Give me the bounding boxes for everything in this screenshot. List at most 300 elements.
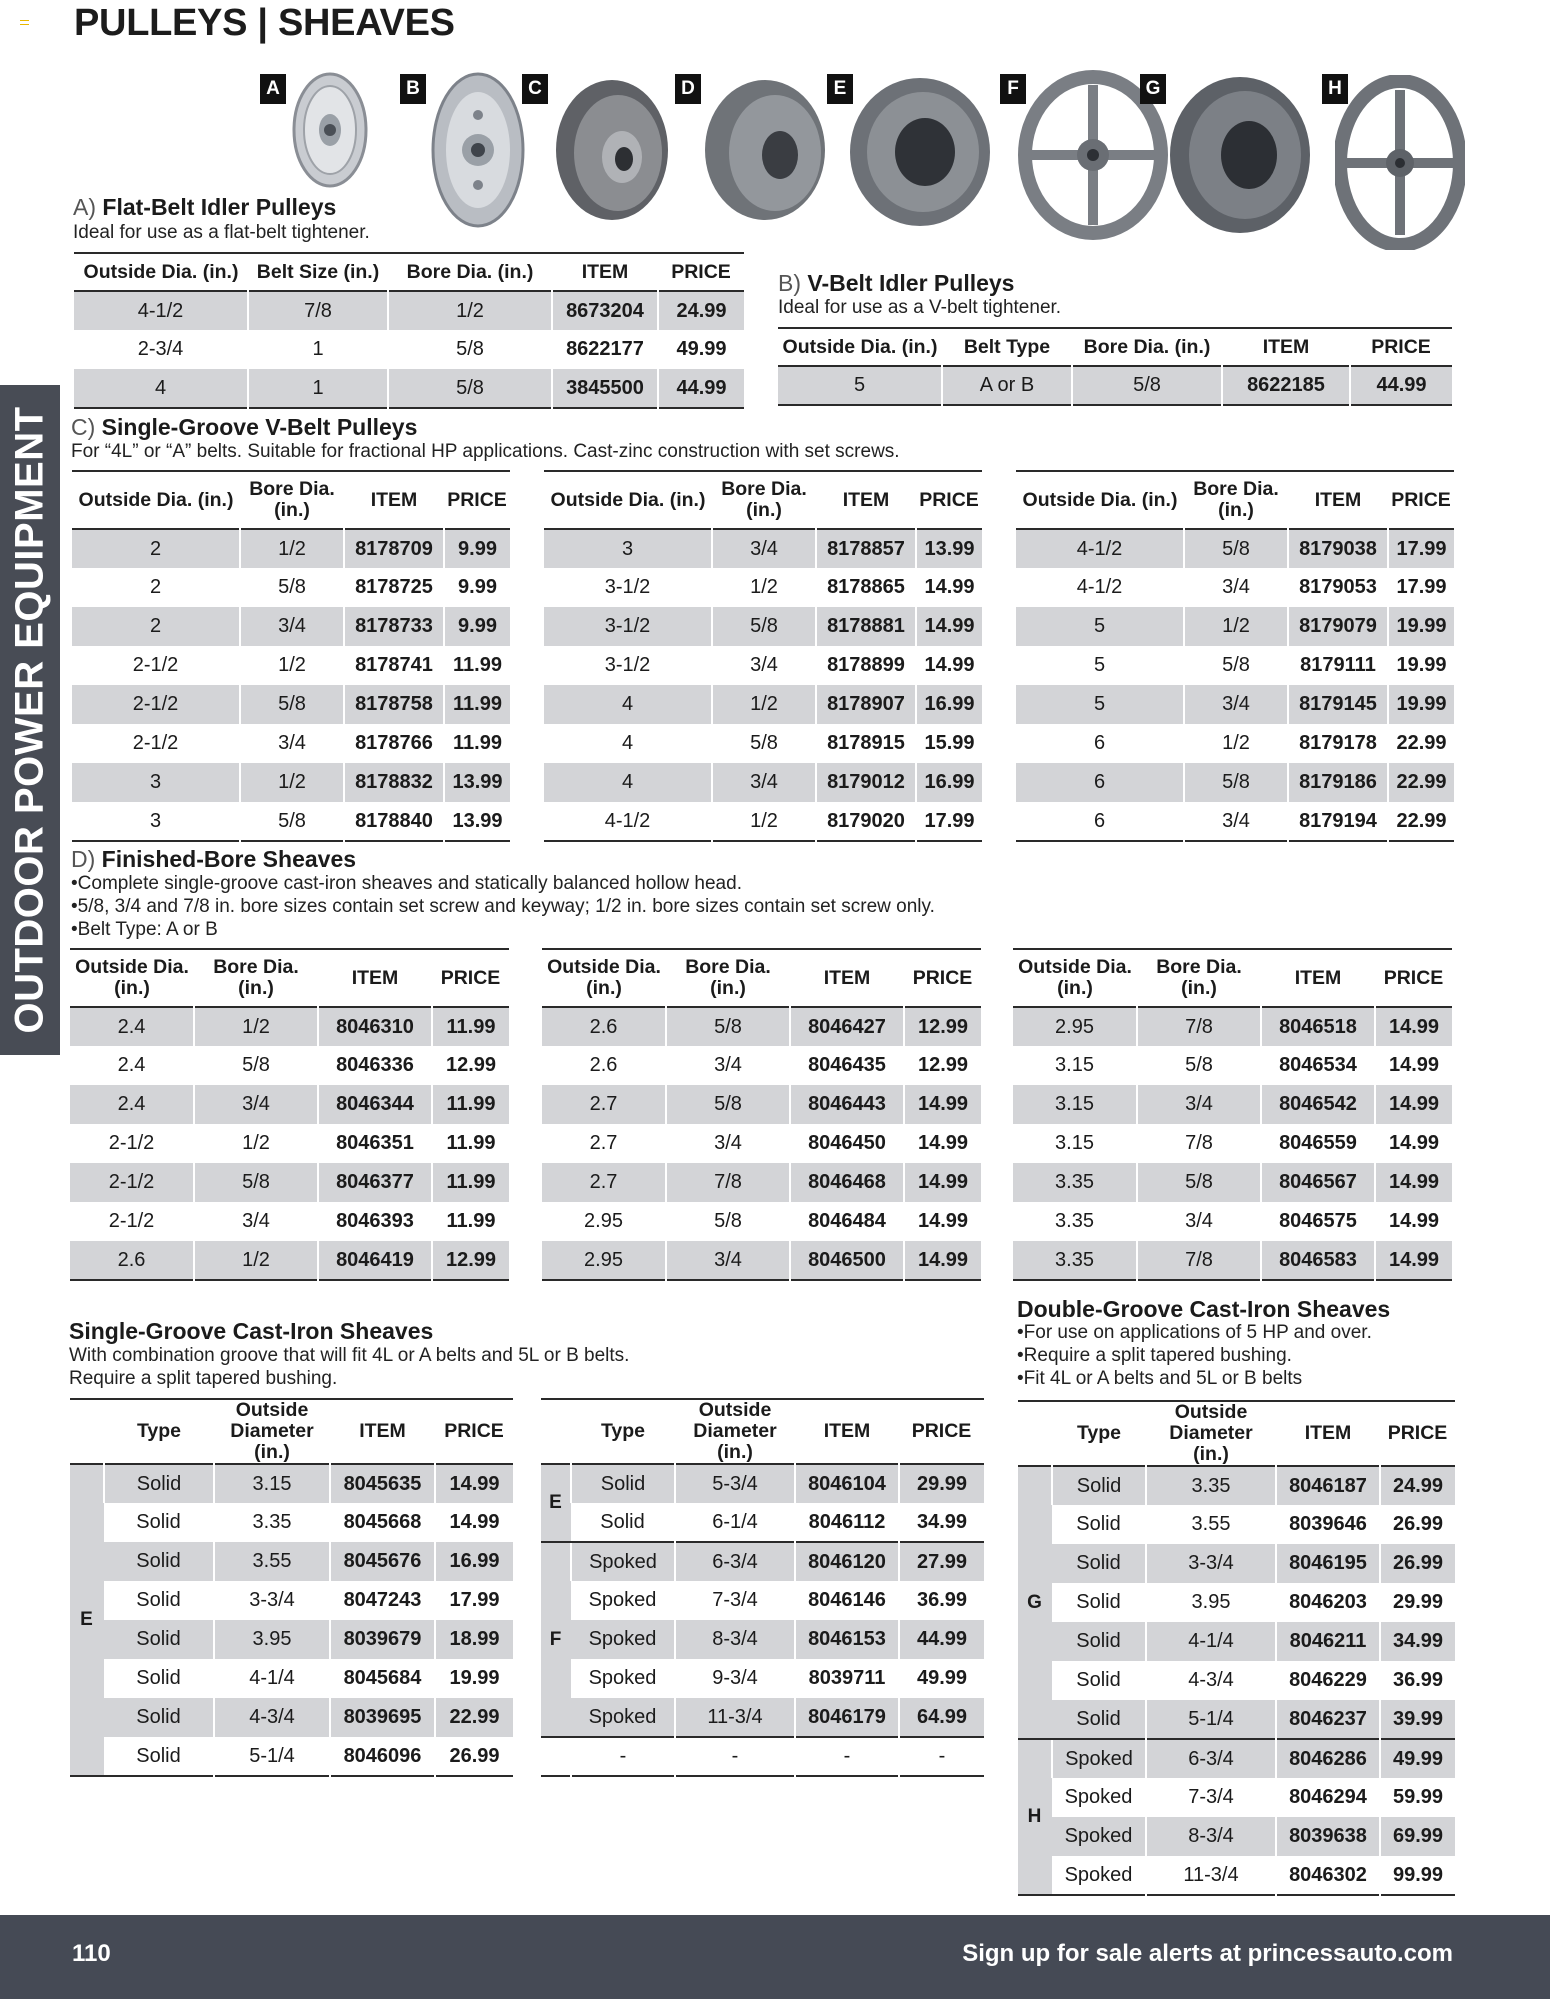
cell-price: 9.99: [444, 529, 510, 568]
table-row: [544, 529, 982, 568]
cell-price: 14.99: [916, 646, 982, 685]
cell-bore-dia: 3/4: [194, 1202, 318, 1241]
cell-item: 8179079: [1288, 607, 1388, 646]
cell-outside-dia: 3.35: [1055, 1210, 1094, 1232]
table-row: [542, 1241, 981, 1280]
cell-price: 14.99: [1375, 1124, 1452, 1163]
cell-type: Spoked: [588, 1589, 657, 1611]
cell-outside-diameter: 6-3/4: [675, 1542, 795, 1581]
cell-price: 11.99: [444, 724, 510, 763]
cell-item: 8045635: [330, 1464, 435, 1503]
col-outside-dia: Outside Dia. (in.): [550, 488, 706, 511]
col-item: ITEM: [581, 260, 629, 283]
cell-item: 8046351: [318, 1124, 432, 1163]
table-d-2: [542, 948, 981, 1281]
col-bore-dia: Bore Dia. (in.): [1083, 335, 1211, 358]
cell-outside-dia: 2-1/2: [72, 685, 240, 724]
cell-outside-diameter: 5-1/4: [214, 1737, 330, 1776]
cell-price: 26.99: [1380, 1544, 1455, 1583]
cell-price: 12.99: [432, 1046, 509, 1085]
cell-outside-diameter: 5-3/4: [675, 1464, 795, 1503]
col-outside-dia: Outside Dia. (in.): [782, 335, 938, 358]
table-row: [70, 1698, 513, 1737]
group-label: H: [1018, 1739, 1052, 1895]
cell-outside-diameter: 8-3/4: [1146, 1817, 1276, 1856]
table-row: [1018, 1700, 1455, 1739]
cell-outside-diameter: 11-3/4: [1146, 1856, 1276, 1895]
col-item: ITEM: [370, 488, 418, 511]
cell-outside-diameter: 3-3/4: [1146, 1544, 1276, 1583]
col-item: ITEM: [823, 966, 871, 989]
cell-item: 8046419: [318, 1241, 432, 1280]
cell-bore-dia: 5/8: [666, 1202, 790, 1241]
cell-bore-dia: 5/8: [240, 685, 344, 724]
cell-bore-dia: 3/4: [666, 1046, 790, 1085]
cell-item: 8178741: [344, 646, 444, 685]
table-row: [542, 1124, 981, 1163]
photo-label-g: G: [1140, 74, 1166, 104]
cell-outside-dia: 3.35: [1013, 1163, 1137, 1202]
col-outside-dia: Outside Dia. (in.): [547, 956, 661, 999]
table-row: [72, 763, 510, 802]
table-row: [72, 685, 510, 724]
table-row: [544, 607, 982, 646]
table-row: [544, 568, 982, 607]
table-row: [542, 1085, 981, 1124]
cell-type: Spoked: [1052, 1817, 1146, 1856]
cell-price: 19.99: [1388, 607, 1454, 646]
cell-type: Solid: [1052, 1622, 1146, 1661]
cell-bore-dia: 1/2: [194, 1007, 318, 1046]
table-row: [1016, 529, 1454, 568]
cell-item: 8046294: [1276, 1778, 1380, 1817]
cell-item: 8178766: [344, 724, 444, 763]
cell-outside-dia: 2-3/4: [137, 338, 184, 360]
table-row: [72, 568, 510, 607]
table-row: [1016, 685, 1454, 724]
cell-bore-dia: 5/8: [1137, 1163, 1261, 1202]
cell-price: 27.99: [899, 1542, 984, 1581]
col-type: Type: [1076, 1422, 1122, 1444]
cell-price: 29.99: [1380, 1583, 1455, 1622]
cell-type: Solid: [136, 1589, 181, 1611]
col-type: Type: [600, 1420, 646, 1442]
cell-item: 8046468: [790, 1163, 904, 1202]
cell-outside-diameter: 7-3/4: [675, 1581, 795, 1620]
cell-type: Solid: [1076, 1591, 1121, 1613]
table-row: [1013, 1163, 1452, 1202]
table-row: [70, 1163, 509, 1202]
cell-price: 44.99: [1350, 366, 1452, 405]
cell-outside-dia: 2: [149, 576, 162, 598]
cell-bore-dia: 3/4: [712, 646, 816, 685]
cell-price: 14.99: [1375, 1046, 1452, 1085]
group-label: E: [541, 1464, 571, 1542]
col-item: ITEM: [359, 1420, 406, 1442]
cell-item: 8046559: [1261, 1124, 1375, 1163]
table-row: [1018, 1661, 1455, 1700]
cell-type: Spoked: [571, 1620, 675, 1659]
photo-label-b: B: [400, 74, 426, 104]
col-bore-dia: Bore Dia. (in.): [721, 478, 807, 521]
single-groove-title: Single-Groove Cast-Iron Sheaves: [69, 1318, 434, 1344]
cell-price: 14.99: [1375, 1085, 1452, 1124]
cell-price: 16.99: [916, 685, 982, 724]
table-row: [541, 1542, 984, 1581]
cell-bore-dia: 3/4: [1137, 1202, 1261, 1241]
cell-item: 8046393: [318, 1202, 432, 1241]
table-row: [1018, 1817, 1455, 1856]
cell-price: 9.99: [444, 607, 510, 646]
cell-item: 8046427: [790, 1007, 904, 1046]
section-a-title: A) Flat-Belt Idler Pulleys: [73, 194, 337, 220]
cell-type: Solid: [136, 1667, 181, 1689]
cell-price: 14.99: [1375, 1007, 1452, 1046]
cell-outside-dia: 4-1/2: [1016, 529, 1184, 568]
cell-price: 19.99: [1388, 685, 1454, 724]
cell-outside-diameter: 3.55: [1146, 1505, 1276, 1544]
cell-price: 13.99: [444, 802, 510, 841]
cell-item: 8039679: [330, 1620, 435, 1659]
table-row: [542, 1007, 981, 1046]
photo-label-a: A: [260, 74, 286, 104]
col-price: PRICE: [919, 488, 979, 511]
cell-outside-dia: 3: [72, 763, 240, 802]
cell-item: 8178865: [816, 568, 916, 607]
col-price: PRICE: [671, 260, 731, 283]
cell-item: 8046153: [795, 1620, 899, 1659]
cell-type: Spoked: [1064, 1786, 1133, 1808]
cell-bore-dia: 1/2: [1184, 607, 1288, 646]
table-row: [1013, 1124, 1452, 1163]
table-row: [70, 1620, 513, 1659]
cell-bore-dia: 7/8: [1137, 1241, 1261, 1280]
cell-bore-dia: 3/4: [1184, 685, 1288, 724]
cell-belt-size: 7/8: [248, 291, 388, 330]
table-row: [70, 1241, 509, 1280]
cell-bore-dia: 3/4: [1184, 802, 1288, 841]
cell-bore-dia: 5/8: [240, 802, 344, 841]
cell-bore-dia: 1/2: [240, 646, 344, 685]
cell-outside-dia: 5: [1016, 685, 1184, 724]
cell-item: 8046542: [1261, 1085, 1375, 1124]
cell-type: Spoked: [571, 1542, 675, 1581]
table-row: [778, 366, 1452, 405]
cell-outside-dia: 2-1/2: [108, 1210, 155, 1232]
photo-label-e: E: [827, 74, 853, 104]
cell-price: 15.99: [916, 724, 982, 763]
cell-bore-dia: 3/4: [1137, 1085, 1261, 1124]
cell-outside-dia: 2.7: [542, 1085, 666, 1124]
cell-type: Solid: [104, 1620, 214, 1659]
cell-price: 34.99: [899, 1503, 984, 1542]
cell-outside-diameter: 3.95: [1146, 1583, 1276, 1622]
cell-item: 8046336: [318, 1046, 432, 1085]
col-bore-dia: Bore Dia. (in.): [406, 260, 534, 283]
table-row: [74, 330, 744, 369]
table-row: [544, 802, 982, 841]
cell-item: 8046344: [318, 1085, 432, 1124]
photo-double-groove-spoked-sheave: [1335, 75, 1465, 250]
table-row: [70, 1464, 513, 1503]
table-a-body: [74, 291, 744, 408]
table-row: [542, 1046, 981, 1085]
cell-bore-dia: 5/8: [1184, 763, 1288, 802]
table-row: [1018, 1739, 1455, 1778]
cell-price: 14.99: [904, 1202, 981, 1241]
cell-empty: -: [795, 1737, 899, 1776]
cell-bore-dia: 1/2: [712, 685, 816, 724]
cell-bore-dia: 1/2: [712, 802, 816, 841]
cell-outside-diameter: 6-3/4: [1146, 1739, 1276, 1778]
cell-outside-dia: 3-1/2: [544, 607, 712, 646]
cell-price: 39.99: [1380, 1700, 1455, 1739]
col-price: PRICE: [912, 966, 973, 989]
table-row: [70, 1581, 513, 1620]
cell-outside-dia: 2: [72, 529, 240, 568]
cell-outside-diameter: 3.35: [214, 1503, 330, 1542]
cell-price: 17.99: [1388, 529, 1454, 568]
cell-item: 8179038: [1288, 529, 1388, 568]
cell-item: 8045676: [330, 1542, 435, 1581]
cell-outside-diameter: 3.35: [1146, 1466, 1276, 1505]
cell-bore-dia: 1/2: [240, 763, 344, 802]
col-type: Type: [136, 1420, 182, 1442]
table-d-1: [70, 948, 509, 1281]
cell-item: 8046112: [795, 1503, 899, 1542]
cell-bore-dia: 3/4: [666, 1241, 790, 1280]
cell-outside-dia: 3.15: [1055, 1132, 1094, 1154]
cell-item: 8039711: [795, 1659, 899, 1698]
table-row: [544, 724, 982, 763]
cell-outside-dia: 4-1/2: [1076, 576, 1123, 598]
cell-bore-dia: 5/8: [388, 369, 552, 408]
cell-price: 11.99: [432, 1007, 509, 1046]
cell-outside-dia: 4: [544, 763, 712, 802]
cell-price: 44.99: [899, 1620, 984, 1659]
col-belt-type: Belt Type: [963, 335, 1051, 358]
table-row: [1013, 1085, 1452, 1124]
cell-outside-diameter: 3-3/4: [214, 1581, 330, 1620]
cell-price: 22.99: [1388, 724, 1454, 763]
cell-price: 14.99: [435, 1464, 513, 1503]
cell-type: Spoked: [571, 1698, 675, 1737]
table-row: [544, 646, 982, 685]
cell-outside-dia: 2.7: [589, 1132, 618, 1154]
cell-price: 11.99: [444, 685, 510, 724]
col-item: ITEM: [1294, 966, 1342, 989]
cell-item: 8178758: [344, 685, 444, 724]
cell-price: 11.99: [432, 1163, 509, 1202]
cell-belt-type: A or B: [942, 366, 1072, 405]
cell-price: 11.99: [444, 646, 510, 685]
cell-outside-dia: 2.95: [1013, 1007, 1137, 1046]
cell-outside-dia: 3.35: [1013, 1241, 1137, 1280]
table-row: [1018, 1583, 1455, 1622]
photo-finished-bore-sheave: [700, 75, 830, 225]
photo-label-h: H: [1322, 74, 1348, 104]
cell-item: 8046583: [1261, 1241, 1375, 1280]
cell-price: 69.99: [1380, 1817, 1455, 1856]
cell-item: 8178832: [344, 763, 444, 802]
table-row: [72, 646, 510, 685]
cell-item: 8179145: [1288, 685, 1388, 724]
table-row: [1016, 568, 1454, 607]
table-row: [541, 1581, 984, 1620]
cell-outside-dia: 4-1/2: [74, 291, 248, 330]
table-row: [70, 1046, 509, 1085]
single-groove-desc-1: With combination groove that will fit 4L or A belts and 5L or B belts.: [69, 1345, 630, 1366]
cell-price: 24.99: [1380, 1466, 1455, 1505]
table-single-groove-1-body: [70, 1464, 513, 1776]
cell-item: 8046518: [1261, 1007, 1375, 1046]
col-bore-dia: Bore Dia. (in.): [1193, 478, 1279, 521]
col-bore-dia: Bore Dia. (in.): [249, 478, 335, 521]
cell-price: 9.99: [444, 568, 510, 607]
cell-outside-dia: 2-1/2: [132, 732, 179, 754]
cell-bore-dia: 5/8: [194, 1046, 318, 1085]
cell-type: Solid: [1052, 1466, 1146, 1505]
table-row: [70, 1503, 513, 1542]
cell-item: 8179053: [1288, 568, 1388, 607]
table-row: [70, 1085, 509, 1124]
photo-single-groove-sheave: [845, 72, 995, 232]
table-row: [1018, 1466, 1455, 1505]
table-row: [72, 724, 510, 763]
cell-item: 8046484: [790, 1202, 904, 1241]
cell-item: 8179012: [816, 763, 916, 802]
table-row: [70, 1659, 513, 1698]
table-row: [70, 1202, 509, 1241]
cell-item: 8046187: [1276, 1466, 1380, 1505]
signup-link[interactable]: Sign up for sale alerts at princessauto.com: [962, 1940, 1453, 1967]
cell-outside-diameter: 11-3/4: [675, 1698, 795, 1737]
cell-price: 36.99: [899, 1581, 984, 1620]
cell-price: 18.99: [435, 1620, 513, 1659]
cell-price: 11.99: [432, 1202, 509, 1241]
table-row: [1013, 1202, 1452, 1241]
cell-bore-dia: 1/2: [194, 1241, 318, 1280]
cell-outside-dia: 5: [1016, 607, 1184, 646]
cell-price: 34.99: [1380, 1622, 1455, 1661]
cell-item: 8046443: [790, 1085, 904, 1124]
cell-item: 8046500: [790, 1241, 904, 1280]
cell-price: 99.99: [1380, 1856, 1455, 1895]
table-double-groove-body: [1018, 1466, 1455, 1895]
cell-item: 8179111: [1288, 646, 1388, 685]
table-row: [541, 1659, 984, 1698]
photo-single-groove-v-belt-pulley: [552, 75, 672, 225]
cell-outside-dia: 3: [149, 809, 162, 832]
cell-price: 16.99: [916, 763, 982, 802]
photo-double-groove-sheave: [1165, 70, 1315, 240]
cell-bore-dia: 1/2: [1184, 724, 1288, 763]
cell-bore-dia: 5/8: [666, 1085, 790, 1124]
cell-item: 8046450: [790, 1124, 904, 1163]
cell-bore-dia: 1/2: [388, 291, 552, 330]
cell-item: 8047243: [330, 1581, 435, 1620]
cell-price: 29.99: [899, 1464, 984, 1503]
cell-price: 14.99: [904, 1124, 981, 1163]
cell-price: 14.99: [904, 1085, 981, 1124]
cell-bore-dia: 3/4: [712, 529, 816, 568]
cell-outside-dia: 4: [621, 732, 634, 754]
cell-type: Solid: [104, 1464, 214, 1503]
corner-mark: [20, 20, 29, 25]
table-row: [541, 1698, 984, 1737]
cell-type: Solid: [600, 1510, 645, 1533]
cell-price: 17.99: [435, 1581, 513, 1620]
section-c-title: C) Single-Groove V-Belt Pulleys: [71, 414, 418, 440]
cell-price: 26.99: [1380, 1505, 1455, 1544]
cell-type: Solid: [571, 1464, 675, 1503]
cell-outside-dia: 6: [1093, 732, 1106, 754]
cell-price: 59.99: [1380, 1778, 1455, 1817]
table-row: [1018, 1778, 1455, 1817]
cell-bore-dia: 1/2: [712, 568, 816, 607]
cell-price: 49.99: [658, 330, 744, 369]
cell-outside-dia: 2.4: [70, 1085, 194, 1124]
section-c-desc: For “4L” or “A” belts. Suitable for fractional HP applications. Cast-zinc construction with set screws.: [71, 441, 900, 462]
cell-item: 8046302: [1276, 1856, 1380, 1895]
table-row: [542, 1163, 981, 1202]
table-row: [1016, 607, 1454, 646]
table-row: [70, 1737, 513, 1776]
cell-item: 8046195: [1276, 1544, 1380, 1583]
cell-price: 64.99: [899, 1698, 984, 1737]
cell-outside-diameter: 9-3/4: [675, 1659, 795, 1698]
table-single-groove-2-body: [541, 1464, 984, 1776]
table-row: [544, 763, 982, 802]
cell-bore-dia: 5/8: [712, 724, 816, 763]
photo-label-f: F: [1000, 74, 1026, 104]
cell-empty: -: [675, 1737, 795, 1776]
section-d-bullet-1: •Complete single-groove cast-iron sheaves and statically balanced hollow head.: [71, 873, 742, 894]
cell-price: 22.99: [1388, 763, 1454, 802]
cell-price: 24.99: [658, 291, 744, 330]
product-photos: [260, 70, 1460, 250]
cell-bore-dia: 7/8: [1137, 1124, 1261, 1163]
section-d-bullet-2: •5/8, 3/4 and 7/8 in. bore sizes contain set screw and keyway; 1/2 in. bore sizes contain set screw only.: [71, 896, 935, 917]
cell-price: 11.99: [432, 1085, 509, 1124]
col-item: ITEM: [1262, 335, 1310, 358]
cell-price: 26.99: [435, 1737, 513, 1776]
cell-empty: -: [571, 1737, 675, 1776]
cell-bore-dia: 5/8: [1184, 646, 1288, 685]
cell-price: 14.99: [916, 568, 982, 607]
cell-outside-diameter: 4-1/4: [1146, 1622, 1276, 1661]
cell-item: 8179178: [1288, 724, 1388, 763]
cell-outside-diameter: 4-3/4: [1146, 1661, 1276, 1700]
cell-item: 8046211: [1276, 1622, 1380, 1661]
cell-outside-dia: 2.7: [542, 1163, 666, 1202]
table-row: [1016, 646, 1454, 685]
cell-item: 8046567: [1261, 1163, 1375, 1202]
table-row: [72, 529, 510, 568]
page-title: PULLEYS | SHEAVES: [74, 2, 455, 44]
cell-outside-dia: 3-1/2: [604, 654, 651, 676]
cell-item: 8046435: [790, 1046, 904, 1085]
cell-price: 17.99: [1388, 568, 1454, 607]
cell-type: Spoked: [1064, 1863, 1133, 1886]
cell-outside-dia: 3-1/2: [604, 576, 651, 598]
cell-bore-dia: 3/4: [712, 763, 816, 802]
table-row: [542, 1202, 981, 1241]
table-row: [74, 291, 744, 330]
cell-type: Spoked: [588, 1667, 657, 1689]
table-row: [72, 802, 510, 841]
cell-price: 22.99: [435, 1698, 513, 1737]
